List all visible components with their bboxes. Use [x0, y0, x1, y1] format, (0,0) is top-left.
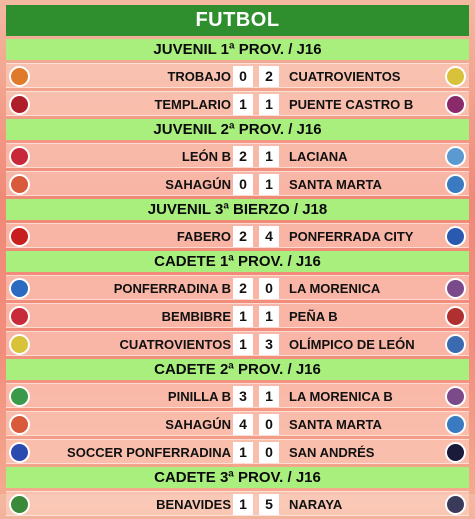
match-row [6, 171, 469, 196]
away-score: 1 [259, 306, 279, 327]
away-team-crest-icon [445, 174, 466, 195]
away-score: 1 [259, 174, 279, 195]
away-score: 1 [259, 146, 279, 167]
home-score: 4 [233, 414, 253, 435]
home-team-crest-icon [9, 94, 30, 115]
match-row [6, 275, 469, 300]
away-team-crest-icon [445, 278, 466, 299]
home-team-crest-icon [9, 278, 30, 299]
home-team-name: SAHAGÚN [165, 417, 231, 432]
home-score: 0 [233, 174, 253, 195]
away-team-crest-icon [445, 226, 466, 247]
away-team-name: OLÍMPICO DE LEÓN [289, 337, 415, 352]
competition-section [6, 119, 469, 196]
away-score: 3 [259, 334, 279, 355]
home-team-name: LEÓN B [181, 149, 231, 164]
home-team-name: PONFERRADINA B [113, 281, 231, 296]
home-team-crest-icon [9, 494, 30, 515]
away-team-name: LA MORENICA [289, 281, 381, 296]
home-team-crest-icon [9, 386, 30, 407]
home-team-name: TEMPLARIO [154, 97, 231, 112]
home-team-crest-icon [9, 414, 30, 435]
home-score: 3 [233, 386, 253, 407]
away-team-crest-icon [445, 146, 466, 167]
home-score: 0 [233, 66, 253, 87]
home-team-name: BENAVIDES [156, 497, 231, 512]
home-score: 2 [233, 226, 253, 247]
page-title: FUTBOL [6, 5, 469, 36]
away-team-name: LACIANA [289, 149, 348, 164]
away-team-crest-icon [445, 442, 466, 463]
match-row [6, 303, 469, 328]
home-team-name: SAHAGÚN [165, 177, 231, 192]
away-team-crest-icon [445, 94, 466, 115]
competition-section [6, 467, 469, 516]
home-team-name: BEMBIBRE [161, 309, 231, 324]
away-team-name: SANTA MARTA [289, 177, 382, 192]
away-team-crest-icon [445, 334, 466, 355]
competition-section [6, 199, 469, 248]
home-team-name: FABERO [176, 229, 231, 244]
home-score: 1 [233, 94, 253, 115]
home-team-name: PINILLA B [167, 389, 231, 404]
competition-header: CADETE 3ª PROV. / J16 [6, 467, 469, 488]
home-team-name: SOCCER PONFERRADINA [67, 445, 231, 460]
match-row [6, 411, 469, 436]
away-team-crest-icon [445, 66, 466, 87]
competition-header: CADETE 1ª PROV. / J16 [6, 251, 469, 272]
away-team-name: CUATROVIENTOS [289, 69, 401, 84]
results-board [6, 5, 469, 519]
away-score: 5 [259, 494, 279, 515]
away-score: 0 [259, 442, 279, 463]
home-team-name: TROBAJO [167, 69, 231, 84]
competition-section [6, 39, 469, 116]
away-team-name: LA MORENICA B [289, 389, 393, 404]
home-team-crest-icon [9, 442, 30, 463]
match-row [6, 143, 469, 168]
competition-header: CADETE 2ª PROV. / J16 [6, 359, 469, 380]
away-team-crest-icon [445, 494, 466, 515]
competition-header: JUVENIL 3ª BIERZO / J18 [6, 199, 469, 220]
away-score: 1 [259, 94, 279, 115]
competition-header: JUVENIL 1ª PROV. / J16 [6, 39, 469, 60]
competition-section [6, 251, 469, 356]
away-team-name: PEÑA B [289, 309, 338, 324]
home-team-crest-icon [9, 226, 30, 247]
home-team-crest-icon [9, 146, 30, 167]
match-row [6, 439, 469, 464]
away-score: 1 [259, 386, 279, 407]
competition-section [6, 359, 469, 464]
away-score: 4 [259, 226, 279, 247]
away-score: 0 [259, 414, 279, 435]
away-team-name: SANTA MARTA [289, 417, 382, 432]
away-team-crest-icon [445, 414, 466, 435]
home-team-crest-icon [9, 334, 30, 355]
away-team-name: NARAYA [289, 497, 343, 512]
away-score: 2 [259, 66, 279, 87]
home-score: 1 [233, 442, 253, 463]
away-score: 0 [259, 278, 279, 299]
home-team-crest-icon [9, 66, 30, 87]
home-team-crest-icon [9, 174, 30, 195]
away-team-name: PONFERRADA CITY [289, 229, 414, 244]
away-team-crest-icon [445, 386, 466, 407]
home-score: 1 [233, 306, 253, 327]
home-score: 2 [233, 146, 253, 167]
home-score: 1 [233, 494, 253, 515]
match-row [6, 91, 469, 116]
match-row [6, 383, 469, 408]
match-row [6, 223, 469, 248]
match-row [6, 331, 469, 356]
sections-container [6, 39, 469, 516]
home-score: 2 [233, 278, 253, 299]
home-team-crest-icon [9, 306, 30, 327]
home-team-name: CUATROVIENTOS [119, 337, 231, 352]
match-row [6, 491, 469, 516]
home-score: 1 [233, 334, 253, 355]
away-team-name: SAN ANDRÉS [289, 445, 375, 460]
away-team-crest-icon [445, 306, 466, 327]
match-row [6, 63, 469, 88]
competition-header: JUVENIL 2ª PROV. / J16 [6, 119, 469, 140]
away-team-name: PUENTE CASTRO B [289, 97, 414, 112]
